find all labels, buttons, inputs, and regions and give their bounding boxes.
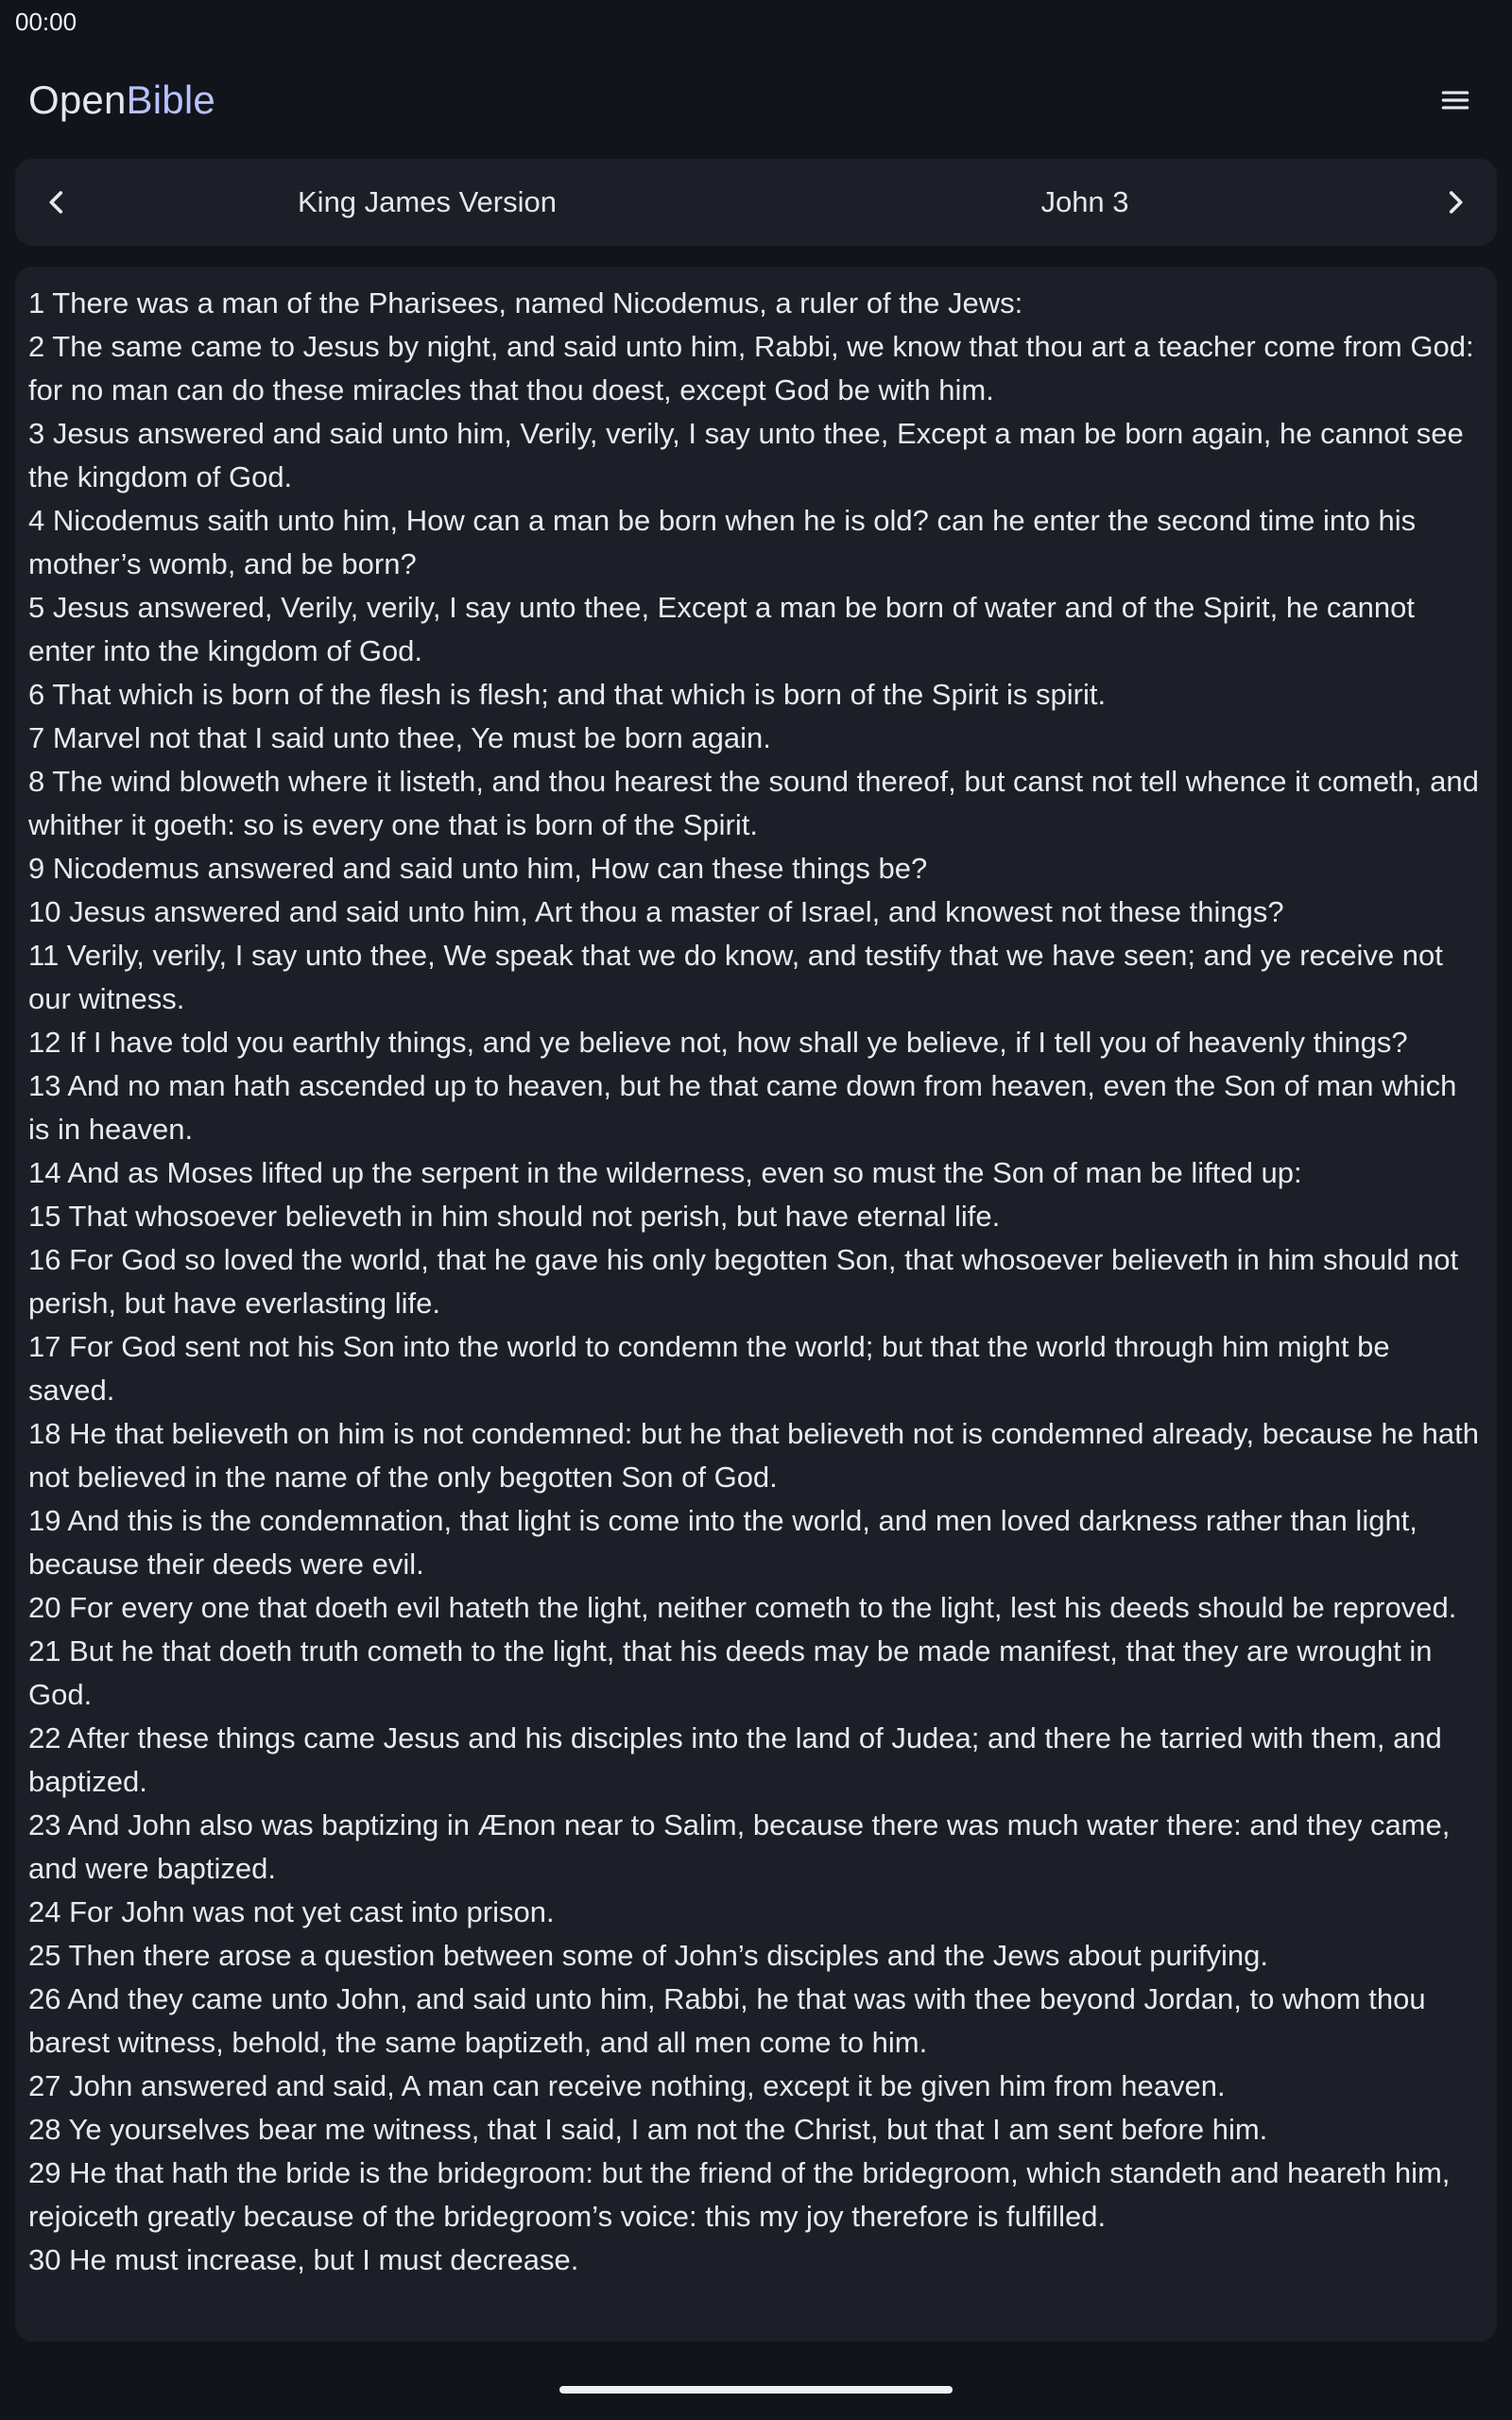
hamburger-menu-icon xyxy=(1437,82,1473,118)
home-indicator[interactable] xyxy=(559,2386,953,2394)
verse: 5 Jesus answered, Verily, verily, I say unto thee, Except a man be born of water and of the Spirit, he cannot enter into the kingdom of God. xyxy=(28,591,1415,667)
verse: 16 For God so loved the world, that he gave his only begotten Son, that whosoever believeth in him should not perish, but have everlasting life. xyxy=(28,1243,1459,1320)
verse: 25 Then there arose a question between some of John’s disciples and the Jews about purifying. xyxy=(28,1939,1269,1972)
version-selector[interactable]: King James Version xyxy=(298,185,557,218)
verse: 18 He that believeth on him is not condemned: but he that believeth not is condemned already, because he hath not believed in the name of the only begotten Son of God. xyxy=(28,1417,1479,1494)
chapter-selector[interactable]: John 3 xyxy=(1040,185,1129,218)
verse: 14 And as Moses lifted up the serpent in the wilderness, even so must the Son of man be lifted up: xyxy=(28,1156,1302,1189)
verse: 10 Jesus answered and said unto him, Art thou a master of Israel, and knowest not these things? xyxy=(28,895,1284,928)
app-title-bible: Bible xyxy=(126,78,215,122)
verse: 9 Nicodemus answered and said unto him, How can these things be? xyxy=(28,852,928,885)
menu-button[interactable] xyxy=(1427,72,1484,129)
verse: 1 There was a man of the Pharisees, named Nicodemus, a ruler of the Jews: xyxy=(28,286,1023,320)
next-chapter-button[interactable] xyxy=(1414,159,1497,246)
chapter-navigation xyxy=(15,159,1497,246)
verse: 6 That which is born of the flesh is flesh; and that which is born of the Spirit is spirit. xyxy=(28,678,1107,711)
verse: 11 Verily, verily, I say unto thee, We speak that we do know, and testify that we have seen; and ye receive not our witness. xyxy=(28,939,1443,1015)
verse: 17 For God sent not his Son into the world to condemn the world; but that the world through him might be saved. xyxy=(28,1330,1390,1407)
verse: 26 And they came unto John, and said unto him, Rabbi, he that was with thee beyond Jordan, to whom thou barest witness, behold, the same baptizeth, and all men come to him. xyxy=(28,1982,1426,2059)
app-title-open: Open xyxy=(28,78,127,122)
verse: 4 Nicodemus saith unto him, How can a man be born when he is old? can he enter the second time into his mother’s womb, and be born? xyxy=(28,504,1417,580)
verse: 24 For John was not yet cast into prison. xyxy=(28,1895,555,1928)
status-time: 00:00 xyxy=(15,8,77,36)
chevron-right-icon xyxy=(1439,186,1471,218)
verse: 7 Marvel not that I said unto thee, Ye must be born again. xyxy=(28,721,771,754)
verse: 15 That whosoever believeth in him should not perish, but have eternal life. xyxy=(28,1200,1001,1233)
verse: 29 He that hath the bride is the bridegroom: but the friend of the bridegroom, which standeth and heareth him, rejoiceth greatly because of the bridegroom’s voice: this my joy therefore is fulfilled. xyxy=(28,2156,1451,2233)
chapter-text xyxy=(15,267,1497,2342)
status-bar xyxy=(0,0,1512,45)
verse: 2 The same came to Jesus by night, and said unto him, Rabbi, we know that thou art a teacher come from God: for no man can do these miracles that thou doest, except God be with him. xyxy=(28,330,1474,406)
chevron-left-icon xyxy=(41,186,73,218)
verse: 22 After these things came Jesus and his disciples into the land of Judea; and there he tarried with them, and baptized. xyxy=(28,1721,1442,1798)
verse: 12 If I have told you earthly things, and ye believe not, how shall ye believe, if I tell you of heavenly things? xyxy=(28,1026,1408,1059)
verse: 30 He must increase, but I must decrease. xyxy=(28,2243,579,2276)
previous-chapter-button[interactable] xyxy=(15,159,98,246)
verse: 3 Jesus answered and said unto him, Verily, verily, I say unto thee, Except a man be born again, he cannot see the kingdom of God. xyxy=(28,417,1464,493)
app-title xyxy=(28,78,215,123)
verse: 28 Ye yourselves bear me witness, that I said, I am not the Christ, but that I am sent before him. xyxy=(28,2113,1268,2146)
verse: 20 For every one that doeth evil hateth the light, neither cometh to the light, lest his deeds should be reproved. xyxy=(28,1591,1457,1624)
verse: 27 John answered and said, A man can receive nothing, except it be given him from heaven. xyxy=(28,2069,1226,2102)
app-bar xyxy=(0,57,1512,144)
verse: 23 And John also was baptizing in Ænon near to Salim, because there was much water there: and they came, and were baptized. xyxy=(28,1808,1451,1885)
verse: 8 The wind bloweth where it listeth, and thou hearest the sound thereof, but canst not tell whence it cometh, and whither it goeth: so is every one that is born of the Spirit. xyxy=(28,765,1479,841)
verse: 13 And no man hath ascended up to heaven, but he that came down from heaven, even the Son of man which is in heaven. xyxy=(28,1069,1457,1146)
verse: 21 But he that doeth truth cometh to the light, that his deeds may be made manifest, that they are wrought in God. xyxy=(28,1634,1433,1711)
verse: 19 And this is the condemnation, that light is come into the world, and men loved darkness rather than light, because their deeds were evil. xyxy=(28,1504,1418,1581)
